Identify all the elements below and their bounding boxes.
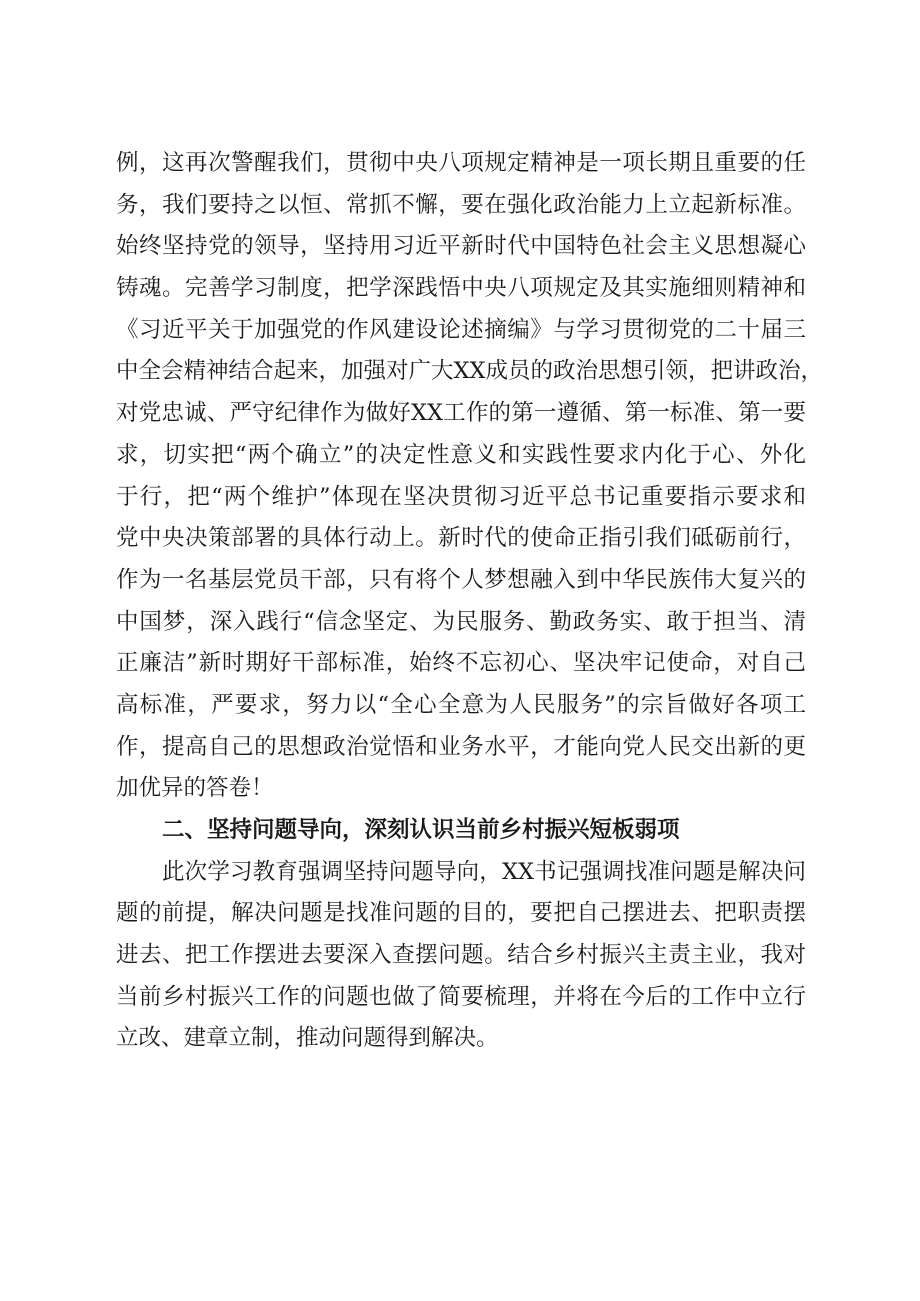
- text-line: 对党忠诚、严守纪律作为做好XX工作的第一遵循、第一标准、第一要: [116, 400, 806, 427]
- text-line: 例，这再次警醒我们，贯彻中央八项规定精神是一项长期且重要的任: [116, 150, 806, 176]
- text-line: 《习近平关于加强党的作风建设论述摘编》与学习贯彻党的二十届三: [116, 316, 806, 343]
- text-line: 高标准，严要求，努力以“全心全意为人民服务”的宗旨做好各项工: [116, 691, 806, 718]
- text-line: 中国梦，深入践行“信念坚定、为民服务、勤政务实、敢于担当、清: [116, 608, 806, 635]
- text-line: 始终坚持党的领导，坚持用习近平新时代中国特色社会主义思想凝心: [116, 233, 806, 260]
- text-line: 加优异的答卷！: [116, 775, 274, 802]
- text-line: 作为一名基层党员干部，只有将个人梦想融入到中华民族伟大复兴的: [116, 566, 806, 593]
- text-line: 铸魂。完善学习制度，把学深践悟中央八项规定及其实施细则精神和: [116, 275, 806, 302]
- text-line: 党中央决策部署的具体行动上。新时代的使命正指引我们砥砺前行，: [116, 525, 806, 552]
- text-line: 务，我们要持之以恒、常抓不懈，要在强化政治能力上立起新标准。: [116, 191, 806, 218]
- text-line: 题的前提，解决问题是找准问题的目的，要把自己摆进去、把职责摆: [116, 900, 806, 927]
- text-line: 进去、把工作摆进去要深入查摆问题。结合乡村振兴主责主业，我对: [116, 942, 806, 969]
- text-line: 于行，把“两个维护”体现在坚决贯彻习近平总书记重要指示要求和: [116, 483, 806, 510]
- text-line: 此次学习教育强调坚持问题导向，XX书记强调找准问题是解决问: [162, 858, 806, 885]
- section-heading: 二、坚持问题导向，深刻认识当前乡村振兴短板弱项: [162, 817, 680, 843]
- text-line: 作，提高自己的思想政治觉悟和业务水平，才能向党人民交出新的更: [116, 733, 806, 760]
- document-body: [116, 143, 824, 1060]
- text-line: 立改、建章立制，推动问题得到解决。: [116, 1025, 499, 1052]
- paragraph-problem-orientation: [116, 852, 806, 1060]
- text-line: 当前乡村振兴工作的问题也做了简要梳理，并将在今后的工作中立行: [116, 983, 806, 1010]
- text-line: 求，切实把“两个确立”的决定性意义和实践性要求内化于心、外化: [116, 441, 806, 468]
- paragraph-party-discipline: [116, 143, 824, 810]
- text-line: 正廉洁”新时期好干部标准，始终不忘初心、坚决牢记使命，对自己: [116, 650, 806, 677]
- text-line: 中全会精神结合起来，加强对广大XX成员的政治思想引领，把讲政治，: [116, 358, 824, 385]
